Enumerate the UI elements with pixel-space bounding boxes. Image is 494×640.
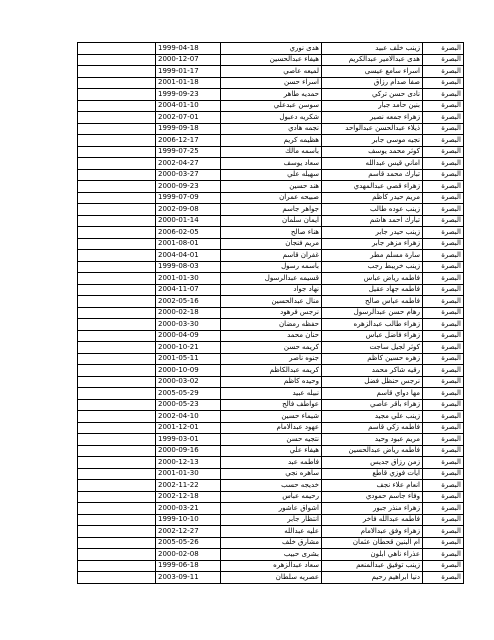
mother-name-cell: نهاد جواد <box>221 284 322 296</box>
table-row <box>78 514 464 526</box>
student-name-cell: زينب خريبط رجب <box>322 261 423 273</box>
governorate-cell: البصرة <box>423 537 464 549</box>
birth-date-cell: 2001-08-01 <box>156 238 221 250</box>
empty-cell <box>78 445 156 457</box>
table-row <box>78 181 464 193</box>
mother-name-cell: كريمه عبدالكاظم <box>221 365 322 377</box>
student-name-cell: كوثر لجيل ساجت <box>322 342 423 354</box>
governorate-cell: البصرة <box>423 399 464 411</box>
birth-date-cell: 2001-01-18 <box>156 77 221 89</box>
empty-cell <box>78 434 156 446</box>
empty-cell <box>78 526 156 538</box>
student-name-cell: زينب خلف عبيد <box>322 43 423 55</box>
empty-cell <box>78 66 156 78</box>
mother-name-cell: مريم فنجان <box>221 238 322 250</box>
birth-date-cell: 2001-12-01 <box>156 422 221 434</box>
governorate-cell: البصرة <box>423 549 464 561</box>
mother-name-cell: شيماء حسين <box>221 411 322 423</box>
table-row <box>78 388 464 400</box>
table-row <box>78 273 464 285</box>
student-name-cell: زهراء قصي عبدالمهدي <box>322 181 423 193</box>
student-name-cell: زهراء طالب عبدالزهره <box>322 319 423 331</box>
student-name-cell: نجيه موسى جابر <box>322 135 423 147</box>
mother-name-cell: شكريه دعبول <box>221 112 322 124</box>
birth-date-cell: 2000-03-30 <box>156 319 221 331</box>
empty-cell <box>78 261 156 273</box>
empty-cell <box>78 411 156 423</box>
birth-date-cell: 2002-09-08 <box>156 204 221 216</box>
mother-name-cell: انتظار جابر <box>221 514 322 526</box>
table-row <box>78 537 464 549</box>
mother-name-cell: جواهر جاسم <box>221 204 322 216</box>
empty-cell <box>78 158 156 170</box>
governorate-cell: البصرة <box>423 284 464 296</box>
student-name-cell: اماني قيس عبدالله <box>322 158 423 170</box>
student-name-cell: بنين حامد جبار <box>322 100 423 112</box>
mother-name-cell: هيفاء عبدالحسين <box>221 54 322 66</box>
birth-date-cell: 2000-10-21 <box>156 342 221 354</box>
birth-date-cell: 2000-05-23 <box>156 399 221 411</box>
birth-date-cell: 2002-04-10 <box>156 411 221 423</box>
governorate-cell: البصرة <box>423 135 464 147</box>
mother-name-cell: حفظه رمضان <box>221 319 322 331</box>
mother-name-cell: هيفاء علي <box>221 445 322 457</box>
table-row <box>78 376 464 388</box>
governorate-cell: البصرة <box>423 54 464 66</box>
empty-cell <box>78 514 156 526</box>
table-row <box>78 503 464 515</box>
mother-name-cell: نجمه هادي <box>221 123 322 135</box>
empty-cell <box>78 215 156 227</box>
governorate-cell: البصرة <box>423 307 464 319</box>
empty-cell <box>78 135 156 147</box>
empty-cell <box>78 365 156 377</box>
student-name-cell: فاطمه رياض عبدالحسين <box>322 445 423 457</box>
governorate-cell: البصرة <box>423 77 464 89</box>
birth-date-cell: 1999-03-01 <box>156 434 221 446</box>
mother-name-cell: لميعه عاصي <box>221 66 322 78</box>
birth-date-cell: 1999-01-17 <box>156 66 221 78</box>
table-row <box>78 457 464 469</box>
governorate-cell: البصرة <box>423 365 464 377</box>
table-row <box>78 549 464 561</box>
mother-name-cell: ايمان سلمان <box>221 215 322 227</box>
student-name-cell: مريم عبود وحيد <box>322 434 423 446</box>
birth-date-cell: 2004-01-10 <box>156 100 221 112</box>
governorate-cell: البصرة <box>423 238 464 250</box>
birth-date-cell: 2000-12-07 <box>156 54 221 66</box>
governorate-cell: البصرة <box>423 468 464 480</box>
mother-name-cell: رحيمه عباس <box>221 491 322 503</box>
birth-date-cell: 2000-10-09 <box>156 365 221 377</box>
table-row <box>78 66 464 78</box>
empty-cell <box>78 227 156 239</box>
mother-name-cell: نبيله عبيد <box>221 388 322 400</box>
birth-date-cell: 2000-02-18 <box>156 307 221 319</box>
table-body <box>78 43 464 584</box>
empty-cell <box>78 549 156 561</box>
table-row <box>78 560 464 572</box>
mother-name-cell: هناء صالح <box>221 227 322 239</box>
birth-date-cell: 2002-11-22 <box>156 480 221 492</box>
student-name-cell: ايات فوزي قاطع <box>322 468 423 480</box>
empty-cell <box>78 422 156 434</box>
mother-name-cell: هدى نوري <box>221 43 322 55</box>
empty-cell <box>78 169 156 181</box>
student-name-cell: زينب توفيق عبدالمنعم <box>322 560 423 572</box>
student-name-cell: زهراء منذر جبور <box>322 503 423 515</box>
empty-cell <box>78 388 156 400</box>
table-row <box>78 399 464 411</box>
student-name-cell: زهراء وفق عبدالامام <box>322 526 423 538</box>
table-row <box>78 480 464 492</box>
empty-cell <box>78 100 156 112</box>
mother-name-cell: عليه عبدالله <box>221 526 322 538</box>
mother-name-cell: هظيمه كريم <box>221 135 322 147</box>
mother-name-cell: عصريه سلطان <box>221 572 322 584</box>
birth-date-cell: 2001-01-30 <box>156 468 221 480</box>
birth-date-cell: 2006-02-05 <box>156 227 221 239</box>
birth-date-cell: 2001-05-11 <box>156 353 221 365</box>
empty-cell <box>78 353 156 365</box>
table-row <box>78 112 464 124</box>
governorate-cell: البصرة <box>423 388 464 400</box>
student-name-cell: اسراء سامع عيسى <box>322 66 423 78</box>
governorate-cell: البصرة <box>423 526 464 538</box>
empty-cell <box>78 307 156 319</box>
student-name-cell: تبارك احمد هاشم <box>322 215 423 227</box>
governorate-cell: البصرة <box>423 514 464 526</box>
student-name-cell: فاطمه عباس صالح <box>322 296 423 308</box>
governorate-cell: البصرة <box>423 445 464 457</box>
student-name-cell: دنيا ابراهيم رحيم <box>322 572 423 584</box>
empty-cell <box>78 457 156 469</box>
student-name-cell: زهراء جمعه نصير <box>322 112 423 124</box>
empty-cell <box>78 77 156 89</box>
governorate-cell: البصرة <box>423 319 464 331</box>
mother-name-cell: باسمه رسول <box>221 261 322 273</box>
governorate-cell: البصرة <box>423 204 464 216</box>
governorate-cell: البصرة <box>423 192 464 204</box>
empty-cell <box>78 537 156 549</box>
student-name-cell: صفا صدام رزاق <box>322 77 423 89</box>
student-name-cell: كوثر محمد يوسف <box>322 146 423 158</box>
student-name-cell: تبارك محمد قاسم <box>322 169 423 181</box>
governorate-cell: البصرة <box>423 480 464 492</box>
empty-cell <box>78 43 156 55</box>
governorate-cell: البصرة <box>423 457 464 469</box>
student-name-cell: نرجس حنظل فضل <box>322 376 423 388</box>
governorate-cell: البصرة <box>423 112 464 124</box>
birth-date-cell: 2000-03-27 <box>156 169 221 181</box>
governorate-cell: البصرة <box>423 434 464 446</box>
mother-name-cell: باسمه مالك <box>221 146 322 158</box>
mother-name-cell: نرجس فرهود <box>221 307 322 319</box>
mother-name-cell: نتجيه حسن <box>221 434 322 446</box>
mother-name-cell: هند حسين <box>221 181 322 193</box>
governorate-cell: البصرة <box>423 273 464 285</box>
mother-name-cell: اشواق عاشور <box>221 503 322 515</box>
mother-name-cell: خديجه حسب <box>221 480 322 492</box>
birth-date-cell: 2000-03-02 <box>156 376 221 388</box>
birth-date-cell: 2002-12-27 <box>156 526 221 538</box>
governorate-cell: البصرة <box>423 215 464 227</box>
table-row <box>78 307 464 319</box>
mother-name-cell: سعاد عبدالزهره <box>221 560 322 572</box>
mother-name-cell: غفران قاسم <box>221 250 322 262</box>
table-row <box>78 89 464 101</box>
student-name-cell: زهراء باقر عاصي <box>322 399 423 411</box>
empty-cell <box>78 572 156 584</box>
mother-name-cell: سوسن عبدعلي <box>221 100 322 112</box>
table-row <box>78 158 464 170</box>
empty-cell <box>78 376 156 388</box>
governorate-cell: البصرة <box>423 503 464 515</box>
mother-name-cell: فاطمه عبد <box>221 457 322 469</box>
empty-cell <box>78 342 156 354</box>
mother-name-cell: منال عبدالحسين <box>221 296 322 308</box>
table-row <box>78 77 464 89</box>
governorate-cell: البصرة <box>423 296 464 308</box>
mother-name-cell: كريمه حسن <box>221 342 322 354</box>
empty-cell <box>78 204 156 216</box>
student-name-cell: عذراء ناهي ابلون <box>322 549 423 561</box>
governorate-cell: البصرة <box>423 353 464 365</box>
birth-date-cell: 2000-09-23 <box>156 181 221 193</box>
mother-name-cell: عهود عبدالامام <box>221 422 322 434</box>
mother-name-cell: اسراء حسن <box>221 77 322 89</box>
table-row <box>78 192 464 204</box>
governorate-cell: البصرة <box>423 169 464 181</box>
table-row <box>78 445 464 457</box>
governorate-cell: البصرة <box>423 261 464 273</box>
governorate-cell: البصرة <box>423 100 464 112</box>
empty-cell <box>78 330 156 342</box>
empty-cell <box>78 273 156 285</box>
table-row <box>78 250 464 262</box>
table-row <box>78 284 464 296</box>
table-row <box>78 422 464 434</box>
table-row <box>78 572 464 584</box>
birth-date-cell: 1999-06-18 <box>156 560 221 572</box>
table-row <box>78 54 464 66</box>
table-row <box>78 123 464 135</box>
mother-name-cell: سعاد يوسف <box>221 158 322 170</box>
birth-date-cell: 2002-04-27 <box>156 158 221 170</box>
governorate-cell: البصرة <box>423 330 464 342</box>
birth-date-cell: 2002-07-01 <box>156 112 221 124</box>
empty-cell <box>78 123 156 135</box>
student-name-cell: فاطمه جهاد عقيل <box>322 284 423 296</box>
empty-cell <box>78 181 156 193</box>
governorate-cell: البصرة <box>423 422 464 434</box>
table-row <box>78 342 464 354</box>
governorate-cell: البصرة <box>423 181 464 193</box>
empty-cell <box>78 296 156 308</box>
empty-cell <box>78 192 156 204</box>
student-name-cell: زهره حسين كاظم <box>322 353 423 365</box>
birth-date-cell: 2002-05-16 <box>156 296 221 308</box>
birth-date-cell: 2006-12-17 <box>156 135 221 147</box>
empty-cell <box>78 503 156 515</box>
student-name-cell: وفاء جاسم حمودي <box>322 491 423 503</box>
birth-date-cell: 2000-01-14 <box>156 215 221 227</box>
empty-cell <box>78 480 156 492</box>
mother-name-cell: حمديه طاهر <box>221 89 322 101</box>
governorate-cell: البصرة <box>423 227 464 239</box>
student-name-cell: مريم حيدر كاظم <box>322 192 423 204</box>
table-row <box>78 526 464 538</box>
empty-cell <box>78 54 156 66</box>
mother-name-cell: بشرى حبيب <box>221 549 322 561</box>
empty-cell <box>78 399 156 411</box>
student-name-cell: زينب علي مجيد <box>322 411 423 423</box>
birth-date-cell: 2005-05-26 <box>156 537 221 549</box>
student-name-cell: سارة مسلم مطر <box>322 250 423 262</box>
empty-cell <box>78 89 156 101</box>
mother-name-cell: عواطف فالح <box>221 399 322 411</box>
empty-cell <box>78 146 156 158</box>
mother-name-cell: قسيمه عبدالرسول <box>221 273 322 285</box>
student-name-cell: ذيلاء عبدالحسن عبدالواحد <box>322 123 423 135</box>
table-row <box>78 146 464 158</box>
student-name-cell: فاطمه عبدالله فاخر <box>322 514 423 526</box>
empty-cell <box>78 319 156 331</box>
table-row <box>78 204 464 216</box>
governorate-cell: البصرة <box>423 89 464 101</box>
table-row <box>78 434 464 446</box>
mother-name-cell: ساهره نجي <box>221 468 322 480</box>
table-row <box>78 365 464 377</box>
governorate-cell: البصرة <box>423 43 464 55</box>
birth-date-cell: 2002-12-18 <box>156 491 221 503</box>
table-row <box>78 135 464 147</box>
mother-name-cell: حنان محمد <box>221 330 322 342</box>
table-row <box>78 468 464 480</box>
mother-name-cell: مشارق خلف <box>221 537 322 549</box>
table-row <box>78 296 464 308</box>
table-row <box>78 227 464 239</box>
birth-date-cell: 2003-09-11 <box>156 572 221 584</box>
student-name-cell: زينب حيدر جابر <box>322 227 423 239</box>
student-name-cell: زمن رزاق جديس <box>322 457 423 469</box>
empty-cell <box>78 238 156 250</box>
birth-date-cell: 2004-11-07 <box>156 284 221 296</box>
governorate-cell: البصرة <box>423 66 464 78</box>
student-name-cell: زهراء مزهر جابر <box>322 238 423 250</box>
birth-date-cell: 1999-04-18 <box>156 43 221 55</box>
mother-name-cell: سهيله علي <box>221 169 322 181</box>
birth-date-cell: 2000-02-08 <box>156 549 221 561</box>
student-name-cell: فاطمه رياض عباس <box>322 273 423 285</box>
governorate-cell: البصرة <box>423 491 464 503</box>
student-name-cell: ام البنين قحطان عثمان <box>322 537 423 549</box>
birth-date-cell: 1999-09-23 <box>156 89 221 101</box>
table-row <box>78 491 464 503</box>
empty-cell <box>78 284 156 296</box>
birth-date-cell: 1999-09-18 <box>156 123 221 135</box>
table-row <box>78 330 464 342</box>
table-row <box>78 261 464 273</box>
student-name-cell: رقيه شاكر محمد <box>322 365 423 377</box>
governorate-cell: البصرة <box>423 146 464 158</box>
student-name-cell: نادى حسن تركي <box>322 89 423 101</box>
birth-date-cell: 2005-05-29 <box>156 388 221 400</box>
table-row <box>78 238 464 250</box>
empty-cell <box>78 468 156 480</box>
birth-date-cell: 1999-10-10 <box>156 514 221 526</box>
birth-date-cell: 2000-09-16 <box>156 445 221 457</box>
birth-date-cell: 1999-07-09 <box>156 192 221 204</box>
mother-name-cell: صبيحه عمران <box>221 192 322 204</box>
birth-date-cell: 2004-04-01 <box>156 250 221 262</box>
table-row <box>78 411 464 423</box>
governorate-cell: البصرة <box>423 158 464 170</box>
birth-date-cell: 2000-12-13 <box>156 457 221 469</box>
student-name-cell: زينب عوده طالب <box>322 204 423 216</box>
table-row <box>78 169 464 181</box>
governorate-cell: البصرة <box>423 376 464 388</box>
student-name-cell: زهراء فاضل عباس <box>322 330 423 342</box>
governorate-cell: البصرة <box>423 572 464 584</box>
student-name-cell: رهام حسن عبدالرسول <box>322 307 423 319</box>
student-name-cell: فاطمه زكي قاسم <box>322 422 423 434</box>
mother-name-cell: وحيده كاظم <box>221 376 322 388</box>
student-name-cell: مها دواي قاسم <box>322 388 423 400</box>
student-name-cell: انعام علاء نجف <box>322 480 423 492</box>
empty-cell <box>78 112 156 124</box>
birth-date-cell: 2000-04-09 <box>156 330 221 342</box>
governorate-cell: البصرة <box>423 123 464 135</box>
empty-cell <box>78 560 156 572</box>
birth-date-cell: 2001-01-30 <box>156 273 221 285</box>
governorate-cell: البصرة <box>423 342 464 354</box>
governorate-cell: البصرة <box>423 411 464 423</box>
governorate-cell: البصرة <box>423 250 464 262</box>
governorate-cell: البصرة <box>423 560 464 572</box>
students-table <box>77 42 464 584</box>
birth-date-cell: 1999-07-25 <box>156 146 221 158</box>
table-row <box>78 353 464 365</box>
birth-date-cell: 2000-03-21 <box>156 503 221 515</box>
table-row <box>78 319 464 331</box>
empty-cell <box>78 250 156 262</box>
table-row <box>78 43 464 55</box>
table-row <box>78 100 464 112</box>
empty-cell <box>78 491 156 503</box>
table-row <box>78 215 464 227</box>
birth-date-cell: 1999-08-03 <box>156 261 221 273</box>
mother-name-cell: جنوه ناصر <box>221 353 322 365</box>
student-name-cell: هدى عبدالامير عبدالكريم <box>322 54 423 66</box>
